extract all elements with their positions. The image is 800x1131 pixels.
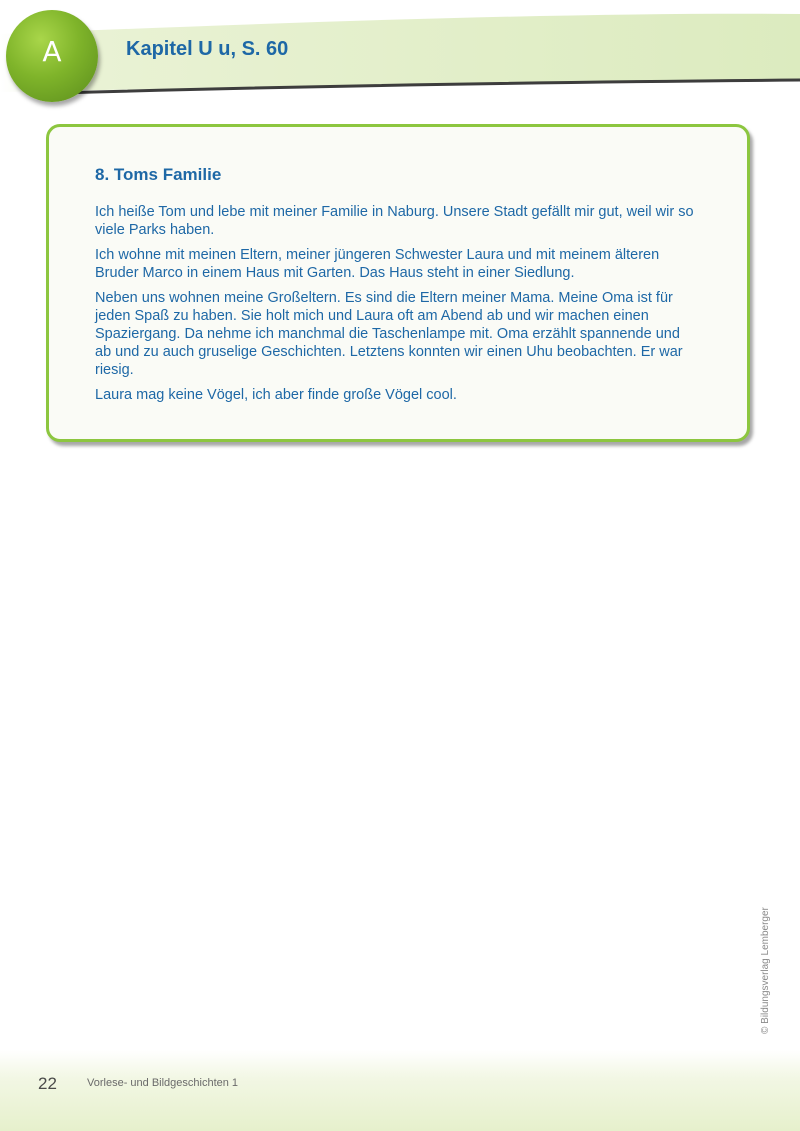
badge-letter: A	[42, 35, 62, 68]
story-text	[95, 203, 695, 411]
header-band	[0, 0, 800, 100]
story-title: 8. Toms Familie	[95, 165, 222, 184]
story-paragraph: Ich wohne mit meinen Eltern, meiner jüngeren Schwester Laura und mit meinem älteren Bruder Marco in einem Haus mit Garten. Das Haus steht in einer Siedlung.	[95, 247, 660, 281]
story-paragraph: Neben uns wohnen meine Großeltern. Es sind die Eltern meiner Mama. Meine Oma ist für jeden Spaß zu haben. Sie holt mich und Laura oft am Abend ab und wir machen einen Spaziergang. Da nehme ich manchmal die Taschenlampe mit. Oma erzählt spannende und ab und zu auch gruselige Geschichten. Letztens konnten wir einen Uhu beobachten. Er war riesig.	[95, 290, 683, 378]
page-number: 22	[38, 1074, 57, 1093]
story-paragraph: Ich heiße Tom und lebe mit meiner Familie in Naburg. Unsere Stadt gefällt mir gut, weil wir so viele Parks haben.	[95, 204, 694, 238]
story-card	[46, 124, 750, 442]
chapter-title: Kapitel U u, S. 60	[126, 38, 289, 60]
copyright-notice: © Bildungsverlag Lemberger	[760, 907, 771, 1034]
chapter-badge	[6, 10, 98, 102]
book-title: Vorlese- und Bildgeschichten 1	[87, 1077, 239, 1089]
story-paragraph: Laura mag keine Vögel, ich aber finde große Vögel cool.	[95, 387, 457, 403]
footer-band	[0, 1050, 800, 1131]
